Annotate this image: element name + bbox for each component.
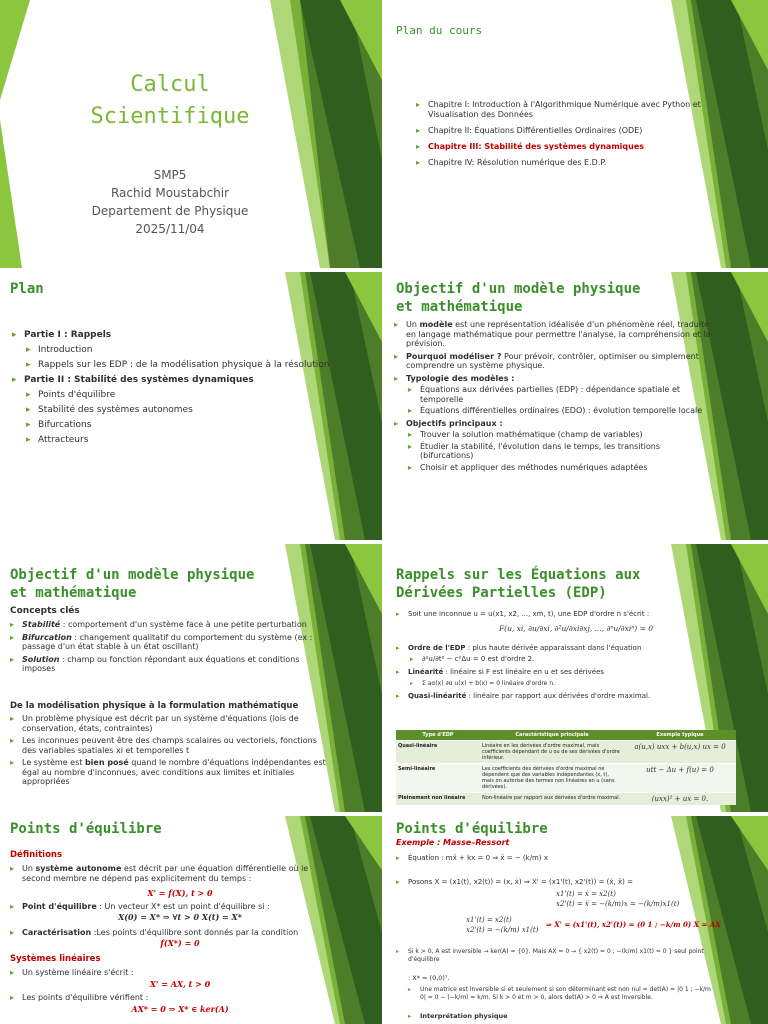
example-heading: Exemple : Masse–Ressort bbox=[396, 838, 510, 847]
table-row bbox=[396, 741, 736, 764]
slide-title bbox=[0, 0, 382, 268]
text: : Un vecteur X* est un point d'équilibre si : bbox=[96, 902, 270, 911]
def-point-equilibre bbox=[10, 902, 330, 912]
table-cell: utt − Δu + f(u) = 0 bbox=[624, 764, 736, 793]
table-cell: Non-linéaire par rapport aux dérivées d'ordre maximal. bbox=[480, 793, 624, 806]
text: Un bbox=[406, 320, 420, 329]
edp-types-table bbox=[396, 730, 736, 805]
bullet-objectifs: ▸ Objectifs principaux : bbox=[394, 419, 714, 429]
table-row bbox=[396, 793, 736, 806]
table-cell: Les coefficients des dérivées d'ordre maximal ne dépendent que des variables indépendantes (x, t), mais on autorise des termes non linéaires en u (sans dérivées). bbox=[480, 764, 624, 793]
edp-ordre bbox=[396, 644, 716, 653]
lin-ecriture: ▸ Un système linéaire s'écrit : bbox=[10, 968, 330, 978]
concept-solution bbox=[10, 655, 330, 674]
table-cell: Quasi-linéaire bbox=[396, 741, 480, 764]
table-row bbox=[396, 764, 736, 793]
slide-title: Objectif d'un modèle physique et mathématique bbox=[396, 281, 641, 315]
table-header: Exemple typique bbox=[624, 730, 736, 741]
eq-lineaire: X' = AX, t > 0 bbox=[149, 979, 211, 989]
term: Bifurcation bbox=[22, 632, 72, 642]
text: : linéaire si F est linéaire en u et ses dérivées bbox=[443, 668, 605, 676]
date: 2025/11/04 bbox=[135, 222, 205, 236]
table-cell: Pleinement non linéaire bbox=[396, 793, 480, 806]
unique-equilibre: : X* = (0,0)ᵀ. bbox=[408, 974, 450, 982]
table-header: Caractéristique principale bbox=[480, 730, 624, 741]
text-bold: système autonome bbox=[35, 864, 122, 873]
slide-objectif-1 bbox=[386, 272, 768, 540]
bullet-typologie: ▸ Typologie des modèles : bbox=[394, 374, 714, 384]
text: quand le nombre d'équations indépendantes est égal au nombre d'inconnues, avec conditions aux limites et initiales appropriées bbox=[22, 758, 326, 786]
eq-autonome: X' = f(X), t > 0 bbox=[147, 888, 213, 898]
course-code: SMP5 bbox=[153, 168, 187, 182]
typologie-edp: ▸ Équations aux dérivées partielles (EDP) : dépendance spatiale et temporelle bbox=[394, 385, 714, 404]
slide-plan bbox=[0, 272, 382, 540]
part-1: ▸ Partie I : Rappels bbox=[12, 328, 342, 343]
title-line-2: Scientifique bbox=[90, 104, 250, 129]
table-cell: a(u,x) uxx + b(u,x) ux = 0 bbox=[624, 741, 736, 764]
concepts-heading: Concepts clés bbox=[10, 606, 80, 616]
slide-title: Rappels sur les Équations aux Dérivées Partielles (EDP) bbox=[396, 567, 641, 601]
part-2-item-stabilite: ▸ Stabilité des systèmes autonomes bbox=[12, 403, 342, 418]
chapter-2: ▸ Chapitre II: Équations Différentielles Ordinaires (ODE) bbox=[416, 126, 716, 136]
slide-title: Plan du cours bbox=[396, 24, 483, 37]
table-cell: (uxx)² + ux = 0. bbox=[624, 793, 736, 806]
text: est une représentation idéalisée d'un phénomène réel, traduite en langage mathématique pour permettre l'analyse, la compréhension et la prévision. bbox=[406, 320, 711, 348]
edp-definition: ▸ Soit une inconnue u = u(x1, x2, ..., xm, t), une EDP d'ordre n s'écrit : bbox=[396, 610, 716, 619]
slide-title: Objectif d'un modèle physique et mathématique bbox=[10, 567, 255, 601]
determinant: ▸ Une matrice est inversible si et seulement si son déterminant est non nul = det(A) = |0 1 ; −k/m 0| = 0 − (−k/m) = k/m. Si k > 0 et m > 0, alors det(A) > 0 ⇒ A est inversible. bbox=[408, 986, 718, 1002]
text: : comportement d'un système face à une petite perturbation bbox=[60, 620, 307, 629]
slide-title: Points d'équilibre bbox=[396, 821, 548, 837]
slide-title: Points d'équilibre bbox=[10, 821, 162, 837]
equation-mouvement: ▸ Équation : mẍ + kx = 0 ⇒ ẍ = − (k/m) x bbox=[396, 854, 716, 863]
text-bold: modèle bbox=[419, 320, 453, 329]
edp-linearite-example: ▸ Σ aα(x) ∂α u(x) + b(x) = 0 linéaire d'ordre n. bbox=[396, 679, 716, 688]
table-header: Type d'EDP bbox=[396, 730, 480, 741]
bullet-pourquoi bbox=[394, 352, 714, 371]
eq-kernel: AX* = 0 ⇒ X* ∈ ker(A) bbox=[131, 1004, 229, 1014]
def-systeme-autonome bbox=[10, 864, 330, 883]
slide-rappels-edp bbox=[386, 544, 768, 812]
text: Pour prévoir, contrôler, optimiser ou simplement comprendre un système physique. bbox=[406, 351, 699, 370]
modelisation-1: ▸ Un problème physique est décrit par un système d'équations (lois de conservation, états, contraintes) bbox=[10, 714, 330, 733]
posons-x: ▸ Posons X = (x1(t), x2(t)) = (x, ẋ) ⇒ X' = (x1'(t), x2'(t)) = (ẋ, ẍ) = bbox=[396, 878, 716, 887]
part-2-item-attracteurs: ▸ Attracteurs bbox=[12, 433, 342, 448]
text: : linéaire par rapport aux dérivées d'ordre maximal. bbox=[466, 692, 651, 700]
interpretation-physique: ▸ Interprétation physique bbox=[408, 1012, 718, 1020]
part-2-item-bifurcations: ▸ Bifurcations bbox=[12, 418, 342, 433]
def-caracterisation bbox=[10, 928, 330, 938]
typologie-edo: ▸ Équations différentielles ordinaires (EDO) : évolution temporelle locale bbox=[394, 406, 714, 416]
text: :Les points d'équilibre sont donnés par la condition bbox=[91, 928, 299, 937]
part-2: ▸ Partie II : Stabilité des systèmes dynamiques bbox=[12, 373, 342, 388]
text-bold: Ordre de l'EDP bbox=[408, 644, 466, 652]
modelisation-heading: De la modélisation physique à la formulation mathématique bbox=[10, 701, 299, 711]
inversibilite: ▸ Si k > 0, A est inversible → ker(A) = {0}. Mais AX = 0 → { x2(t) = 0 ; −(k/m) x1(t) = 0 } seul point d'équilibre bbox=[396, 948, 716, 964]
text: Le système est bbox=[22, 758, 85, 767]
chapter-3: ▸ Chapitre III: Stabilité des systèmes dynamiques bbox=[416, 142, 716, 152]
text-bold: Linéarité bbox=[408, 668, 444, 676]
objectif-3: ▸ Choisir et appliquer des méthodes numériques adaptées bbox=[394, 463, 714, 473]
system-2-line-2: x2'(t) = −(k/m) x1(t) bbox=[466, 926, 539, 934]
slide-points-equilibre-1 bbox=[0, 816, 382, 1024]
text-bold: Pourquoi modéliser ? bbox=[406, 351, 502, 361]
author: Rachid Moustabchir bbox=[110, 186, 230, 200]
slide-points-equilibre-2 bbox=[386, 816, 768, 1024]
term: Stabilité bbox=[22, 620, 61, 629]
chapter-4: ▸ Chapitre IV: Résolution numérique des E.D.P. bbox=[416, 158, 716, 168]
slide-objectif-2 bbox=[0, 544, 382, 812]
system-1-line-2: x2'(t) = ẍ = −(k/m)x = −(k/m)x1(t) bbox=[556, 900, 680, 908]
part-1-item-rappels: ▸ Rappels sur les EDP : de la modélisation physique à la résolution bbox=[12, 358, 342, 373]
title-line-1: Calcul bbox=[130, 72, 210, 97]
slide-title: Plan bbox=[10, 281, 44, 297]
edp-linearite bbox=[396, 668, 716, 677]
eq-caracterisation: f(X*) = 0 bbox=[160, 938, 200, 948]
concept-bifurcation bbox=[10, 633, 330, 652]
term: Solution bbox=[22, 654, 60, 664]
modelisation-2: ▸ Les inconnues peuvent être des champs scalaires ou vectoriels, fonctions des variables spatiales xi et temporelles t bbox=[10, 736, 330, 755]
eq-point-equilibre: X(0) = X* ⇒ ∀t > 0 X(t) = X* bbox=[118, 912, 242, 922]
system-2-line-1: x1'(t) = x2(t) bbox=[466, 916, 512, 924]
text: : plus haute dérivée apparaissant dans l'équation bbox=[465, 644, 642, 652]
text: : champ ou fonction répondant aux équations et conditions imposes bbox=[22, 654, 300, 673]
system-1-line-1: x1'(t) = ẋ = x2(t) bbox=[556, 890, 616, 898]
matrix-form: ⇒ X' = (x1'(t), x2'(t)) = (0 1 ; −k/m 0) X = AX bbox=[546, 920, 721, 929]
edp-quasi-linearite bbox=[396, 692, 716, 701]
edp-ordre-example: ▸ ∂²u/∂t² − c²Δu = 0 est d'ordre 2. bbox=[396, 655, 716, 664]
bullet-modele bbox=[394, 320, 714, 349]
text: Un bbox=[22, 864, 36, 873]
text: est décrit par une équation différentielle où le second membre ne dépend pas explicitement du temps : bbox=[22, 864, 309, 883]
modelisation-3 bbox=[10, 758, 330, 787]
department: Departement de Physique bbox=[91, 204, 249, 218]
systemes-lineaires-heading: Systèmes linéaires bbox=[10, 954, 101, 964]
text: : changement qualitatif du comportement du système (ex : passage d'un état stable à un état oscillant) bbox=[22, 632, 313, 651]
concept-stabilite bbox=[10, 620, 330, 630]
slide-plan-du-cours bbox=[386, 0, 768, 268]
part-2-item-points: ▸ Points d'équilibre bbox=[12, 388, 342, 403]
text-bold: Quasi-linéarité bbox=[408, 692, 467, 700]
part-1-item-introduction: ▸ Introduction bbox=[12, 343, 342, 358]
edp-general-equation: F(u, xi, ∂u/∂xi, ∂²u/∂xi∂xj, ..., ∂ⁿu/∂xiⁿ) = 0 bbox=[498, 624, 654, 633]
definitions-heading: Définitions bbox=[10, 850, 63, 860]
text-bold: bien posé bbox=[84, 758, 129, 767]
text-bold: Caractérisation bbox=[22, 928, 92, 937]
table-cell: Linéaire en les dérivées d'ordre maximal, mais coefficients dépendant de u ou de ses dérivées d'ordre inférieur. bbox=[480, 741, 624, 764]
objectif-1: ▸ Trouver la solution mathématique (champ de variables) bbox=[394, 430, 714, 440]
lin-points-equilibre: ▸ Les points d'équilibre vérifient : bbox=[10, 993, 330, 1003]
chapter-1: ▸ Chapitre I: Introduction à l'Algorithmique Numérique avec Python et Visualisation des Données bbox=[416, 100, 716, 120]
text-bold: Point d'équilibre bbox=[22, 902, 97, 911]
objectif-2: ▸ Étudier la stabilité, l'évolution dans le temps, les transitions (bifurcations) bbox=[394, 442, 714, 461]
table-cell: Semi-linéaire bbox=[396, 764, 480, 793]
